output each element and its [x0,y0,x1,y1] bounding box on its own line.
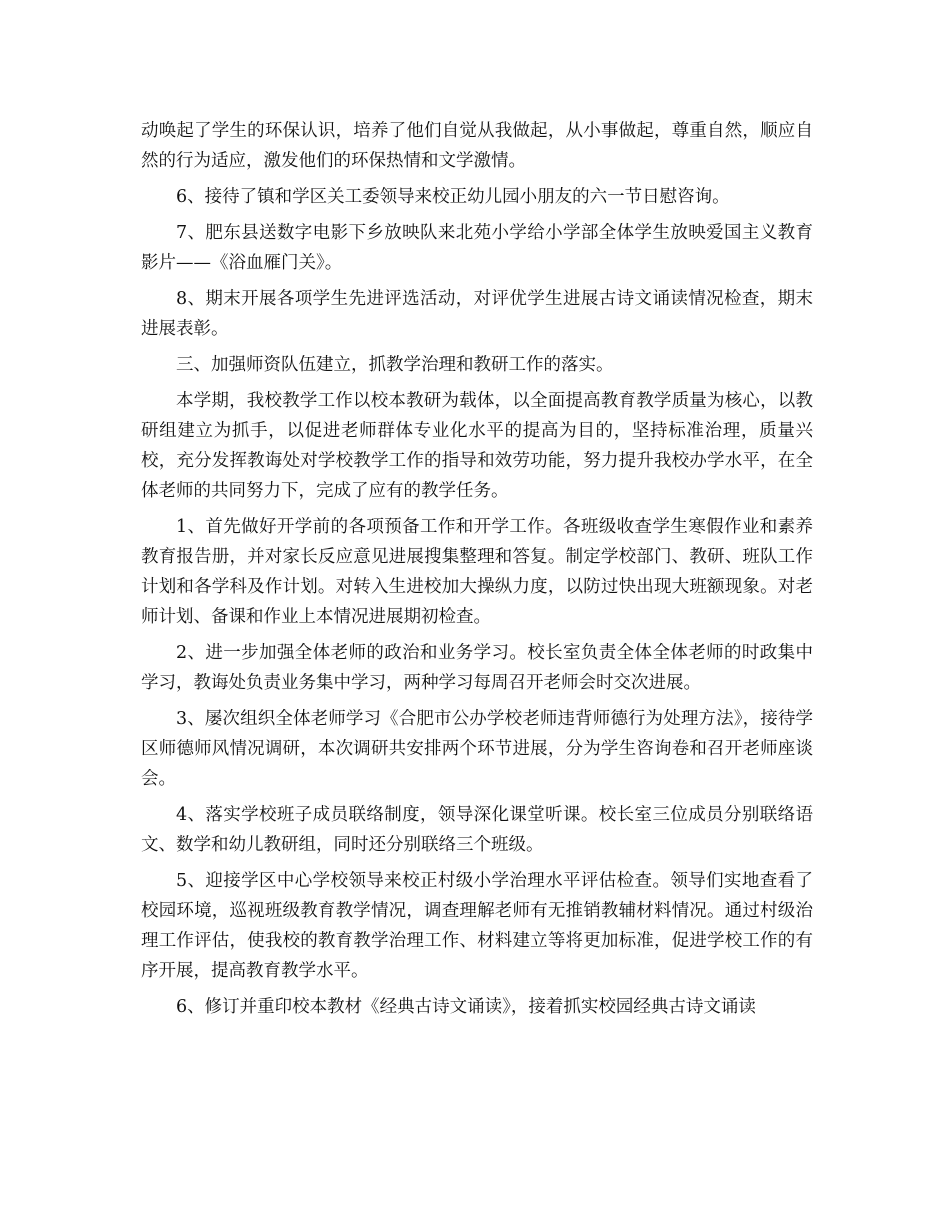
paragraph-item-6: 6、接待了镇和学区关工委领导来校正幼儿园小朋友的六一节日慰咨询。 [176,187,730,207]
section-heading-3: 三、加强师资队伍建立，抓教学治理和教研工作的落实。 [176,355,614,375]
paragraph-point-5: 5、迎接学区中心学校领导来校正村级小学治理水平评估检查。领导们实地查看了校园环境，巡视班级教育教学情况，调查理解老师有无推销教辅材料情况。通过村级治理工作评估，使我校的教育教学治理工作、材料建立等将更加标准，促进学校工作的有序开展，提高教育教学水平。 [141,871,813,981]
paragraph-item-7: 7、肥东县送数字电影下乡放映队来北苑小学给小学部全体学生放映爱国主义教育影片——《浴血雁门关》。 [141,223,813,273]
paragraph-point-2: 2、进一步加强全体老师的政治和业务学习。校长室负责全体全体老师的时政集中学习，教诲处负责业务集中学习，两种学习每周召开老师会时交次进展。 [141,643,813,693]
paragraph-item-8: 8、期末开展各项学生先进评选活动，对评优学生进展古诗文诵读情况检查，期末进展表彰。 [141,289,813,339]
paragraph-section-intro: 本学期，我校教学工作以校本教研为载体，以全面提高教育教学质量为核心，以教研组建立为抓手，以促进老师群体专业化水平的提高为目的，坚持标准治理，质量兴校，充分发挥教诲处对学校教学工作的指导和效劳功能，努力提升我校办学水平，在全体老师的共同努力下，完成了应有的教学任务。 [141,391,813,501]
paragraph-continuation: 动唤起了学生的环保认识，培养了他们自觉从我做起，从小事做起，尊重自然，顺应自然的行为适应，激发他们的环保热情和文学激情。 [141,121,813,171]
paragraph-point-1: 1、首先做好开学前的各项预备工作和开学工作。各班级收查学生寒假作业和素养教育报告册，并对家长反应意见进展搜集整理和答复。制定学校部门、教研、班队工作计划和各学科及作计划。对转入生进校加大操纵力度，以防过快出现大班额现象。对老师计划、备课和作业上本情况进展期初检查。 [141,517,813,627]
paragraph-point-3: 3、屡次组织全体老师学习《合肥市公办学校老师违背师德行为处理方法》，接待学区师德师风情况调研，本次调研共安排两个环节进展，分为学生咨询卷和召开老师座谈会。 [141,709,813,789]
document-body [141,116,813,1028]
paragraph-point-4: 4、落实学校班子成员联络制度，领导深化课堂听课。校长室三位成员分别联络语文、数学和幼儿教研组，同时还分别联络三个班级。 [141,805,813,855]
paragraph-point-6: 6、修订并重印校本教材《经典古诗文诵读》，接着抓实校园经典古诗文诵读 [176,997,756,1017]
